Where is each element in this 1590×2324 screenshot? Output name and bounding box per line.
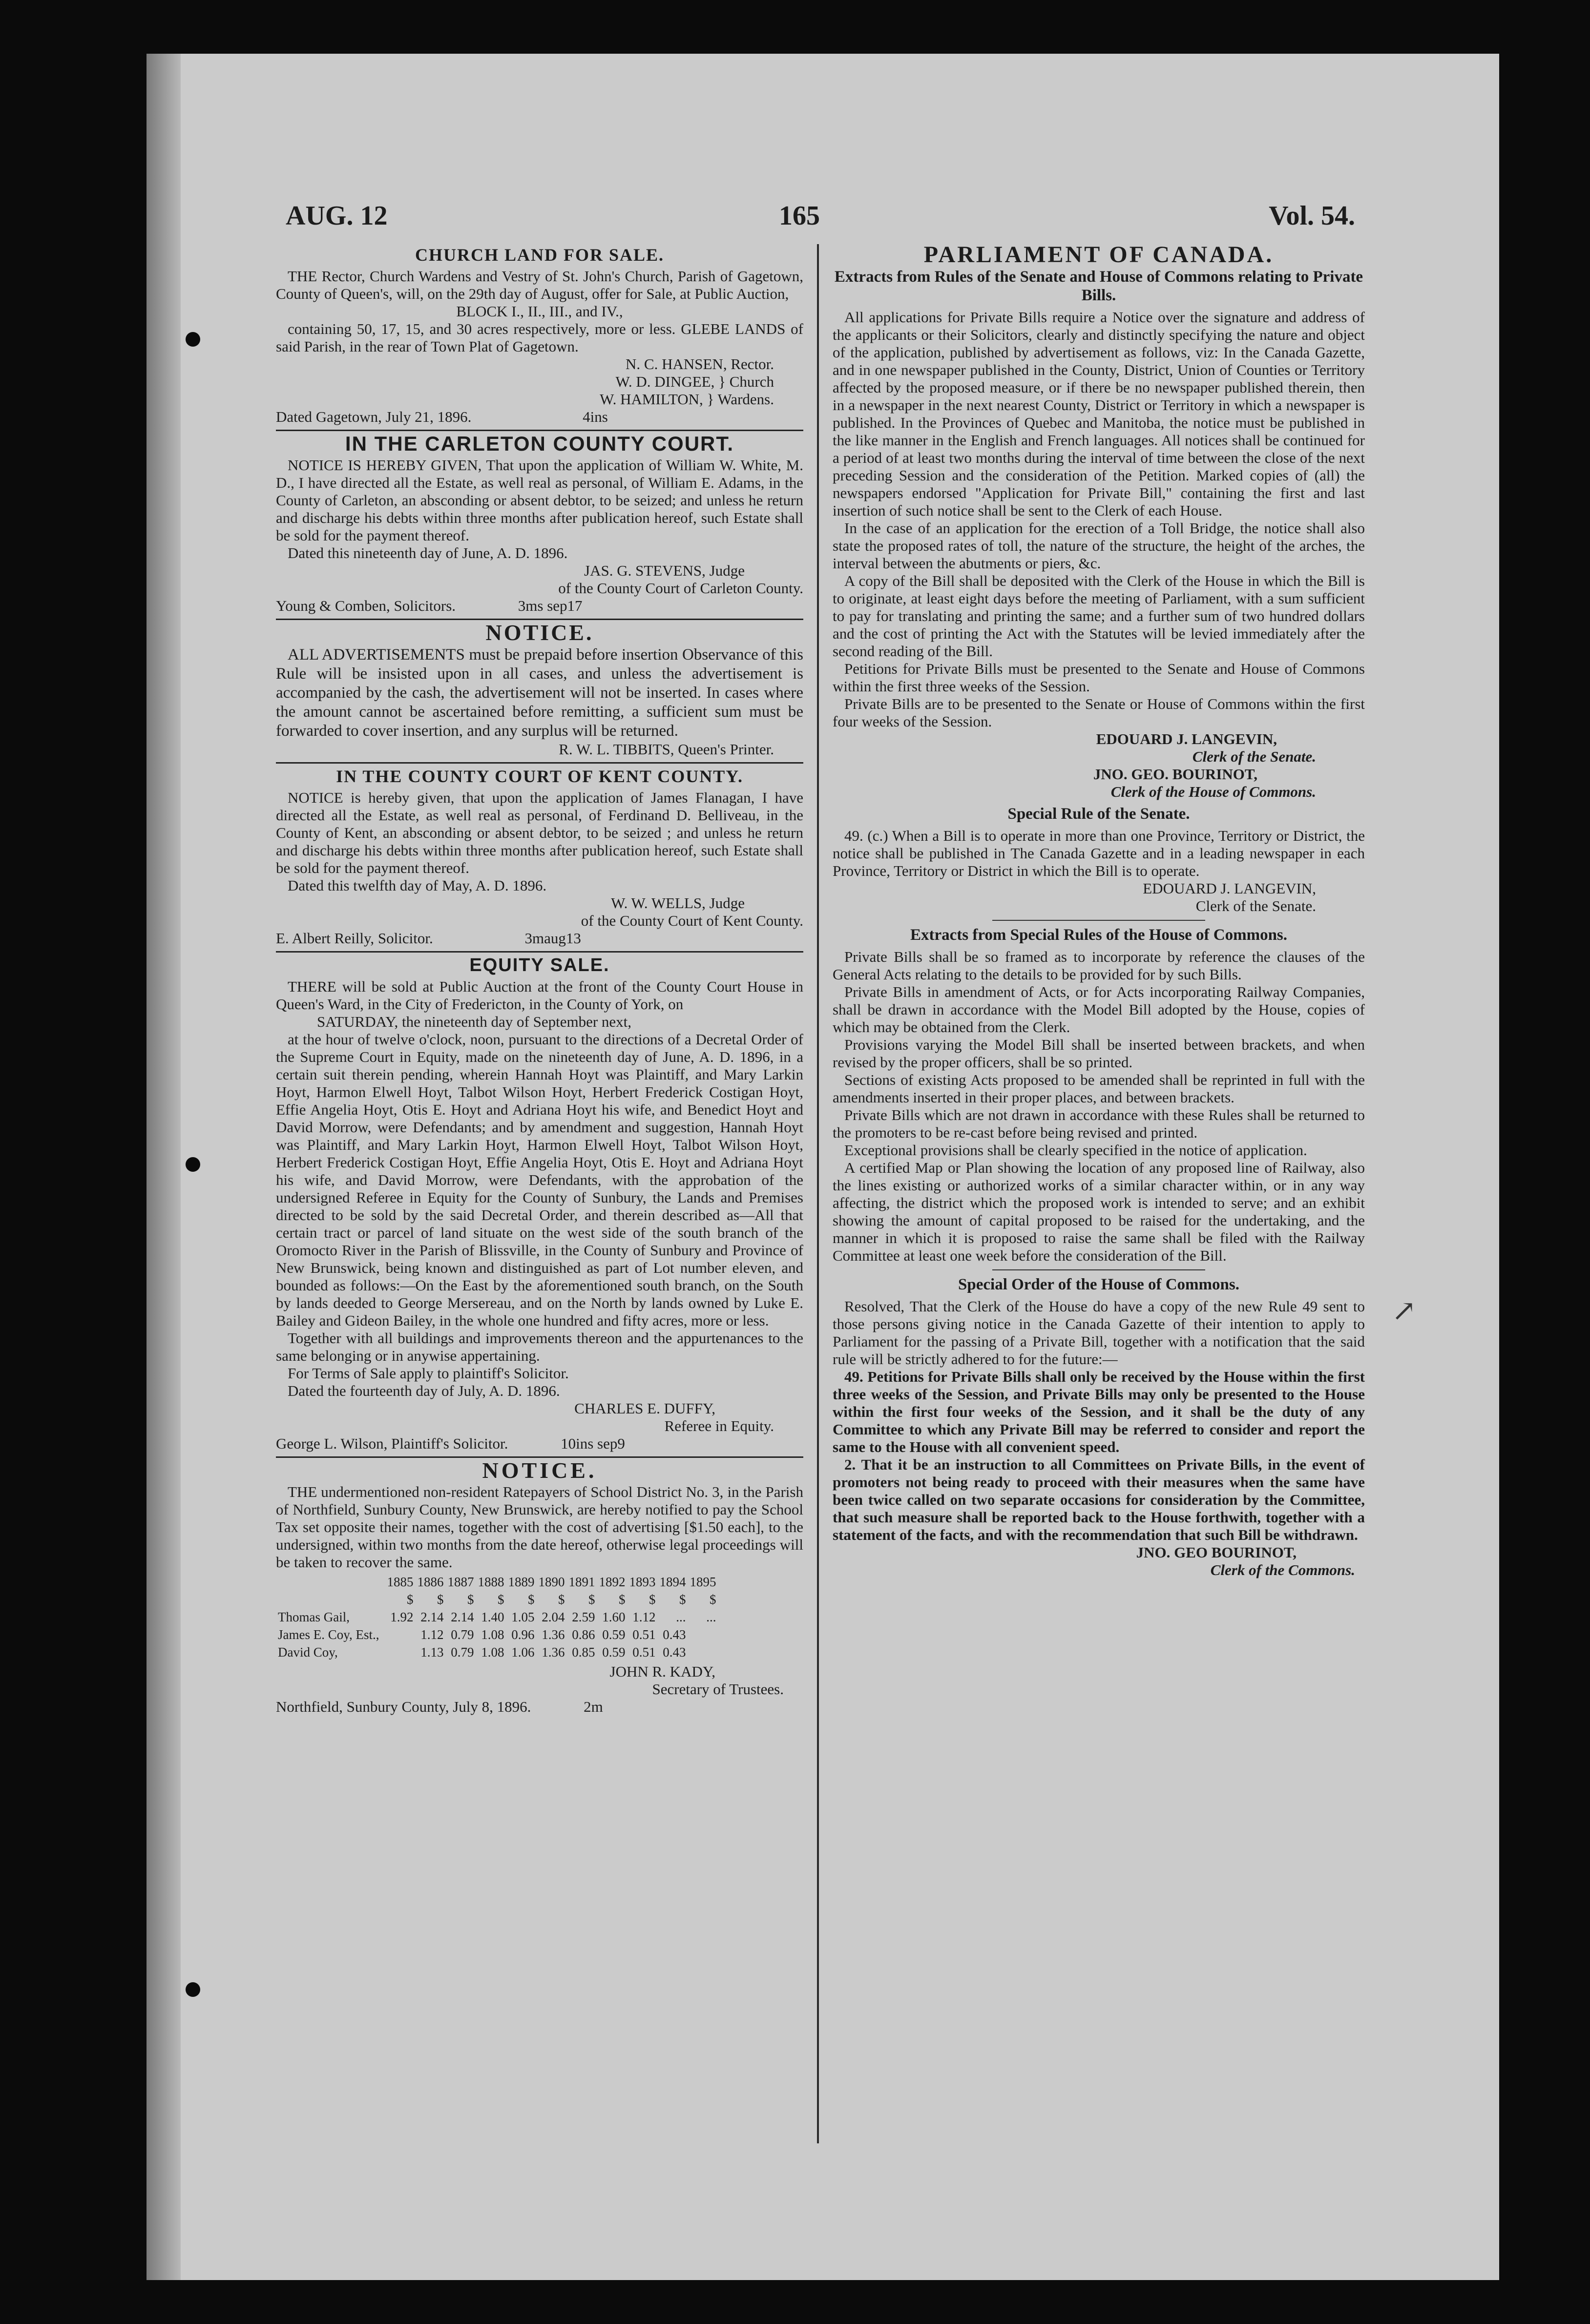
section-title: NOTICE. [482, 1458, 597, 1483]
paragraph: Private Bills are to be presented to the Senate or House of Commons within the first four weeks of the Session. [833, 695, 1365, 730]
tax-amount: 2.14 [420, 1610, 444, 1624]
signature: EDOUARD J. LANGEVIN, [1143, 880, 1316, 897]
tax-amount: 1.36 [542, 1627, 565, 1642]
solicitor-line [276, 930, 803, 947]
paragraph: A copy of the Bill shall be deposited with the Clerk of the House in which the Bill is to originate, at least eight days before the meeting of Parliament, with a sum sufficient to pay for translating and printing the same; and a further sum of two hundred dollars and the cost of printing the Act with the Statutes will be levied immediately after the second reading of the Bill. [833, 572, 1365, 660]
tax-dollar-sign: $ [588, 1592, 595, 1607]
paragraph: A certified Map or Plan showing the location of any proposed line of Railway, also the lines existing or authorized works of a similar character within, or in any way affecting, the district which the proposed work is intended to serve; and an exhibit showing the amount of capital proposed to be raised for the undertaking, and the manner in which it is proposed to raise the same shall be filed with the Railway Committee at least one week before the consideration of the Bill. [833, 1159, 1365, 1264]
paragraph: at the hour of twelve o'clock, noon, pursuant to the directions of a Decretal Order of the Supreme Court in Equity, made on the nineteenth day of June, A. D. 1896, in a certain suit therein pending, wherein Hannah Hoyt was Plaintiff, and Mary Larkin Hoyt, Harmon Elwell Hoyt, Talbot Wilson Hoyt, Herbert Frederick Costigan Hoyt, Effie Angelia Hoyt, Otis E. Hoyt and Adriana Hoyt his wife, and Benedict Hoyt and David Morrow, were Defendants; and by amendment and suggestion, Hannah Hoyt was Plaintiff, and Mary Larkin Hoyt, Harmon Elwell Hoyt, Talbot Wilson Hoyt, Herbert Frederick Costigan Hoyt, Effie Angelia Hoyt, Otis E. Hoyt and Adriana Hoyt his wife, and David Morrow, were Defendants, with the approbation of the undersigned Referee in Equity for the County of Sunbury, the Lands and Premises directed to be sold by the said Decretal Order, and therein described as—All that certain tract or parcel of land situate on the west side of the south branch of the Oromocto River in the Parish of Blissville, in the County of Sunbury and Province of New Brunswick, being known and distinguished as part of Lot number eleven, and bounded as follows:—On the East by the aforementioned south branch, on the South by lands deeded to George Mersereau, and on the North by lands owned by Luke E. Bailey and Gideon Bailey, in the whole one hundred and fifty acres, more or less. [276, 1031, 803, 1329]
signature: W. D. DINGEE, } Church [615, 373, 774, 390]
school-tax-notice [276, 1458, 803, 1716]
tax-amount: 2.14 [451, 1610, 474, 1624]
paragraph: SATURDAY, the nineteenth day of September next, [317, 1013, 632, 1030]
tax-amount: 1.08 [481, 1645, 504, 1660]
signature: N. C. HANSEN, Rector. [626, 355, 774, 373]
tax-year-row [276, 1573, 718, 1591]
paragraph: 49. (c.) When a Bill is to operate in more than one Province, Territory or District, the notice shall be published in The Canada Gazette and in a leading newspaper in each Province, Territory or District in which the Bill is to operate. [833, 827, 1365, 879]
paragraph: Sections of existing Acts proposed to be amended shall be reprinted in full with the amendments inserted in their proper places, and between brackets. [833, 1071, 1365, 1106]
binding-hole [186, 1157, 200, 1172]
tax-amount [385, 1643, 415, 1661]
tax-year: 1888 [478, 1575, 504, 1589]
tax-amount: 0.59 [602, 1627, 626, 1642]
section-title: NOTICE. [485, 620, 594, 645]
paragraph: THERE will be sold at Public Auction at the front of the County Court House in Queen's Ward, in the City of Fredericton, in the County of York, on [276, 978, 803, 1013]
tax-table-body [276, 1608, 718, 1661]
subsection-title: Extracts from Rules of the Senate and House of Commons relating to Private Bills. [834, 268, 1363, 304]
divider [276, 951, 803, 953]
divider [992, 920, 1205, 921]
volume-number: Vol. 54. [1269, 201, 1355, 231]
tax-amount: ... [706, 1610, 716, 1624]
subsection-title: Special Rule of the Senate. [1007, 805, 1190, 823]
tax-year: 1894 [659, 1575, 686, 1589]
tax-amount: ... [676, 1610, 686, 1624]
section-title: IN THE COUNTY COURT OF KENT COUNTY. [336, 767, 743, 786]
tax-year: 1889 [508, 1575, 535, 1589]
solicitor-line [276, 597, 803, 615]
signature: JNO. GEO. BOURINOT, [1093, 766, 1257, 783]
left-column [276, 244, 803, 1716]
tax-amount: 1.13 [420, 1645, 444, 1660]
date-text: Dated Gagetown, July 21, 1896. [276, 408, 472, 425]
paragraph: All applications for Private Bills require a Notice over the signature and address of the applicants or their Solicitors, clearly and distinctly specifying the nature and object of the application, published by advertisement as follows, viz: In the Canada Gazette, and in one newspaper published in the County, District, Union of Counties or Territory affected by the proposed measure, or if there be no newspaper published therein, then in a newspaper in the next nearest County, District or Territory in which a newspaper is published. In the Provinces of Quebec and Manitoba, the notice must be published in the like manner in the English and French languages. All notices shall be continued for a period of at least two months during the interval of time between the close of the next preceding Session and the consideration of the Petition. Marked copies of (all) the newspapers endorsed "Application for Private Bill," containing the first and last insertion of such notice shall be sent to the Clerk of each House. [833, 309, 1365, 519]
tax-year: 1895 [690, 1575, 716, 1589]
tax-amount: 0.51 [632, 1627, 656, 1642]
tax-amount: 0.43 [663, 1627, 686, 1642]
tax-dollar-sign: $ [679, 1592, 686, 1607]
tax-amount: 1.08 [481, 1627, 504, 1642]
tax-table [276, 1573, 718, 1661]
tax-year: 1891 [568, 1575, 595, 1589]
dateline: Dated the fourteenth day of July, A. D. 1896. [288, 1382, 560, 1399]
signature: JOHN R. KADY, [609, 1663, 715, 1680]
signature: of the County Court of Kent County. [581, 912, 803, 929]
tax-amount: 1.12 [632, 1610, 656, 1624]
tax-year: 1892 [599, 1575, 626, 1589]
carleton-court-notice [276, 432, 803, 615]
tax-amount: 0.79 [451, 1645, 474, 1660]
tax-amount: 0.85 [572, 1645, 595, 1660]
paragraph: For Terms of Sale apply to plaintiff's Solicitor. [288, 1365, 569, 1382]
signature: Clerk of the House of Commons. [1110, 783, 1316, 800]
paragraph: Provisions varying the Model Bill shall be inserted between brackets, and when revised by the proper officers, shall be so printed. [833, 1036, 1365, 1071]
paragraph: Private Bills shall be so framed as to incorporate by reference the clauses of the General Acts relating to the details to be provided for by such Bills. [833, 948, 1365, 983]
subsection-title: Extracts from Special Rules of the House of Commons. [910, 926, 1288, 944]
tax-amount: 0.43 [663, 1645, 686, 1660]
tax-name-header [276, 1591, 385, 1608]
divider [276, 762, 803, 764]
signature: JAS. G. STEVENS, Judge [584, 562, 745, 579]
page-number: 165 [779, 201, 820, 231]
tax-dollar-sign: $ [558, 1592, 565, 1607]
divider [276, 430, 803, 431]
binding-hole [186, 332, 200, 347]
table-row [276, 1608, 718, 1626]
tax-dollar-sign: $ [649, 1592, 656, 1607]
table-row [276, 1643, 718, 1661]
tax-payer-name: David Coy, [278, 1645, 338, 1660]
kent-court-notice [276, 768, 803, 947]
paragraph: Private Bills in amendment of Acts, or for Acts incorporating Railway Companies, shall be drawn in accordance with the Model Bill adopted by the House, copies of which may be obtained from the Clerk. [833, 983, 1365, 1036]
tax-payer-name: Thomas Gail, [278, 1610, 350, 1624]
tax-amount: 1.92 [390, 1610, 414, 1624]
paragraph: ALL ADVERTISEMENTS must be prepaid before insertion Observance of this Rule will be insisted upon in all cases, and unless the advertisement is accompanied by the cash, the advertisement will not be inserted. In cases where the amount cannot be ascertained before remitting, a sufficient sum must be forwarded to cover insertion, and any surplus will be returned. [276, 646, 803, 740]
tax-amount: 1.06 [511, 1645, 535, 1660]
insertion-code: 10ins sep9 [561, 1435, 625, 1452]
paragraph: Private Bills which are not drawn in accordance with these Rules shall be returned to the promoters to be re-cast before being revised and printed. [833, 1106, 1365, 1141]
solicitor: George L. Wilson, Plaintiff's Solicitor. [276, 1435, 508, 1452]
signature: CHARLES E. DUFFY, [574, 1400, 715, 1417]
tax-amount: 1.12 [420, 1627, 444, 1642]
tax-amount [688, 1626, 718, 1643]
tax-dollar-sign: $ [406, 1592, 414, 1607]
equity-sale-notice [276, 956, 803, 1452]
signature: Clerk of the Senate. [1192, 748, 1316, 765]
insertion-code: 3ms sep17 [518, 597, 583, 614]
paragraph: BLOCK I., II., III., and IV., [456, 303, 623, 320]
insertion-code: 4ins [583, 408, 608, 425]
dateline: Northfield, Sunbury County, July 8, 1896. [276, 1698, 531, 1715]
signature: JNO. GEO BOURINOT, [1136, 1544, 1297, 1561]
tax-dollar-sign: $ [618, 1592, 626, 1607]
tax-amount: 0.59 [602, 1645, 626, 1660]
tax-payer-name: James E. Coy, Est., [278, 1627, 379, 1642]
dateline-line [276, 1698, 803, 1716]
binding-shadow [146, 54, 181, 2280]
tax-year: 1887 [447, 1575, 474, 1589]
section-title: IN THE CARLETON COUNTY COURT. [345, 432, 734, 455]
paragraph: 2. That it be an instruction to all Committees on Private Bills, in the event of promoters not being ready to proceed with their measures when the same have been twice called on two separate occasions for consideration by the Committee, that such measure shall be reported back to the House forthwith, together with a statement of the facts, and with the recommendation that such Bill be withdrawn. [833, 1456, 1365, 1543]
tax-dollar-sign: $ [709, 1592, 716, 1607]
tax-dollar-sign: $ [497, 1592, 504, 1607]
tax-amount: 0.86 [572, 1627, 595, 1642]
paragraph: 49. Petitions for Private Bills shall only be received by the House within the first three weeks of the Session, and Private Bills may only be presented to the House within the first four weeks of the Session, and it shall be the duty of any Committee to which any Private Bill may be referred to consider and report the same to the House with all convenient speed. [833, 1368, 1365, 1455]
paragraph: Petitions for Private Bills must be presented to the Senate and House of Commons within the first three weeks of the Session. [833, 660, 1365, 695]
pencil-mark-icon: ↗ [1392, 1295, 1417, 1327]
signature: Referee in Equity. [664, 1417, 774, 1434]
solicitor: E. Albert Reilly, Solicitor. [276, 930, 433, 947]
tax-dollar-row [276, 1591, 718, 1608]
advertising-notice [276, 620, 803, 758]
tax-dollar-sign: $ [437, 1592, 444, 1607]
signature: R. W. L. TIBBITS, Queen's Printer. [559, 741, 774, 758]
insertion-code: 3maug13 [524, 930, 581, 947]
tax-year: 1886 [417, 1575, 444, 1589]
signature: EDOUARD J. LANGEVIN, [1096, 730, 1277, 747]
paragraph: Resolved, That the Clerk of the House do have a copy of the new Rule 49 sent to those persons giving notice in the Canada Gazette of their intention to apply to Parliament for the passing of a Private Bill, together with a notification that the said rule will be strictly adhered to for the future:— [833, 1298, 1365, 1368]
signature: Secretary of Trustees. [652, 1681, 784, 1698]
signature: Clerk of the Senate. [1195, 897, 1316, 914]
dateline: Dated this nineteenth day of June, A. D. 1896. [288, 544, 568, 561]
signature: of the County Court of Carleton County. [558, 580, 803, 597]
tax-amount [688, 1643, 718, 1661]
tax-name-header [276, 1573, 385, 1591]
tax-amount: 0.79 [451, 1627, 474, 1642]
dateline: Dated this twelfth day of May, A. D. 1896. [288, 877, 547, 894]
paragraph: NOTICE is hereby given, that upon the application of James Flanagan, I have directed all the Estate, as well real as personal, of Ferdinand D. Belliveau, in the County of Kent, an absconding or absent debtor, to be seized ; and unless he return and discharge his debts within three months after publication hereof, such Estate shall be sold for the payment thereof. [276, 789, 803, 876]
signature: Clerk of the Commons. [1210, 1561, 1355, 1578]
tax-year: 1893 [629, 1575, 656, 1589]
dateline [276, 408, 803, 426]
tax-amount: 2.04 [542, 1610, 565, 1624]
tax-dollar-sign: $ [527, 1592, 535, 1607]
tax-amount: 1.05 [511, 1610, 535, 1624]
section-title: CHURCH LAND FOR SALE. [415, 245, 665, 265]
tax-year: 1890 [538, 1575, 565, 1589]
solicitor: Young & Comben, Solicitors. [276, 597, 456, 614]
tax-amount: 2.59 [572, 1610, 595, 1624]
paragraph: NOTICE IS HEREBY GIVEN, That upon the application of William W. White, M. D., I have directed all the Estate, as well real as personal, of William E. Adams, in the County of Carleton, an absconding or absent debtor, to be seized; and unless he return and discharge his debts within three months after publication hereof, such Estate shall be sold for the payment thereof. [276, 456, 803, 544]
church-land-notice [276, 246, 803, 426]
newspaper-page [276, 63, 1365, 2246]
tax-amount: 1.60 [602, 1610, 626, 1624]
tax-amount: 0.51 [632, 1645, 656, 1660]
paragraph: containing 50, 17, 15, and 30 acres respectively, more or less. GLEBE LANDS of said Parish, in the rear of Town Plat of Gagetown. [276, 320, 803, 355]
paragraph: Exceptional provisions shall be clearly specified in the notice of application. [844, 1141, 1307, 1159]
tax-amount: 0.96 [511, 1627, 535, 1642]
paragraph: Together with all buildings and improvements thereon and the appurtenances to the same belonging or in anywise appertaining. [276, 1329, 803, 1364]
solicitor-line [276, 1435, 803, 1452]
section-title: PARLIAMENT OF CANADA. [923, 242, 1274, 268]
tax-amount: 1.36 [542, 1645, 565, 1660]
tax-amount [385, 1626, 415, 1643]
subsection-title: Special Order of the House of Commons. [958, 1276, 1239, 1293]
tax-amount: 1.40 [481, 1610, 504, 1624]
right-column [833, 244, 1365, 1579]
page-header [276, 200, 1365, 239]
paragraph: In the case of an application for the erection of a Toll Bridge, the notice shall also state the proposed rates of toll, the nature of the structure, the height of the arches, the interval between the abutments or piers, &c. [833, 519, 1365, 572]
header-date: AUG. 12 [286, 201, 388, 231]
signature: W. HAMILTON, } Wardens. [600, 391, 774, 408]
tax-year: 1885 [387, 1575, 414, 1589]
paragraph: THE Rector, Church Wardens and Vestry of St. John's Church, Parish of Gagetown, County of Queen's, will, on the 29th day of August, offer for Sale, at Public Auction, [276, 268, 803, 302]
tax-dollar-sign: $ [467, 1592, 474, 1607]
paragraph: THE undermentioned non-resident Ratepayers of School District No. 3, in the Parish of Northfield, Sunbury County, New Brunswick, are hereby notified to pay the School Tax set opposite their names, together with the cost of advertising [$1.50 each], to the undersigned, within two months from the date hereof, otherwise legal proceedings will be taken to recover the same. [276, 1483, 803, 1571]
section-title: EQUITY SALE. [469, 955, 610, 975]
divider [992, 1269, 1205, 1270]
column-divider [817, 244, 819, 2143]
binding-hole [186, 1982, 200, 1997]
insertion-code: 2m [584, 1698, 603, 1715]
signature: W. W. WELLS, Judge [611, 894, 745, 912]
table-row [276, 1626, 718, 1643]
